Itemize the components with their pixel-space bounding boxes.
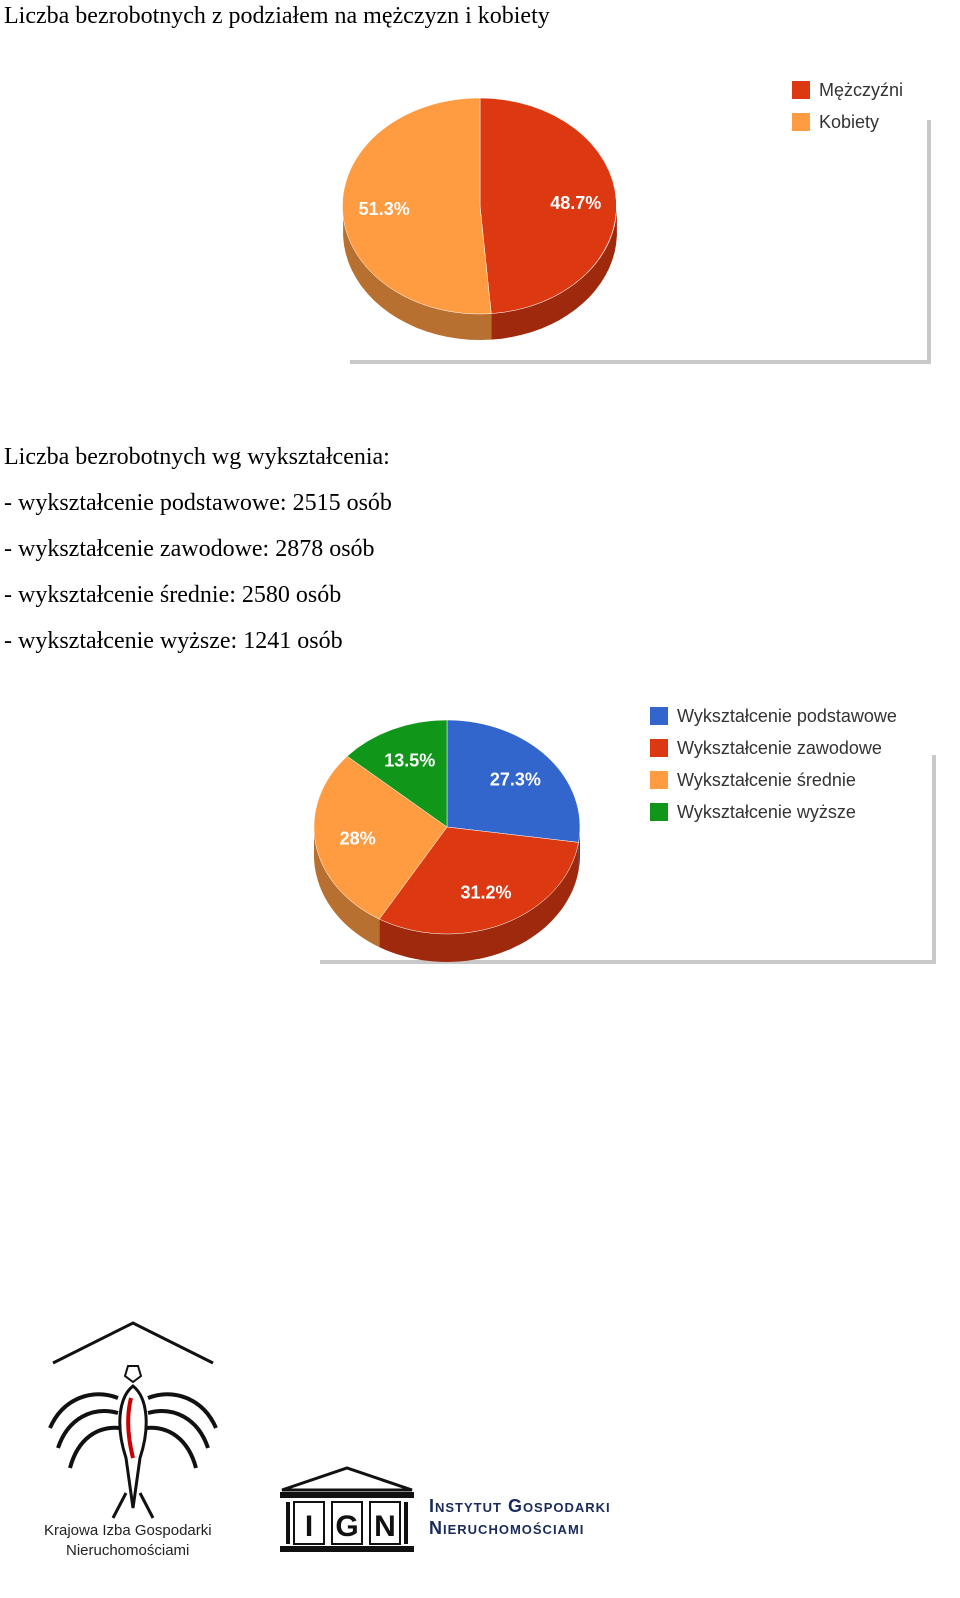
education-legend-item-0: [650, 700, 897, 732]
education-line-basic: - wykształcenie podstawowe: 2515 osób: [4, 490, 392, 516]
education-line-secondary: - wykształcenie średnie: 2580 osób: [4, 582, 342, 608]
education-legend-label-3: Wykształcenie wyższe: [677, 801, 856, 822]
education-legend-label-1: Wykształcenie zawodowe: [677, 737, 882, 758]
education-line-higher: - wykształcenie wyższe: 1241 osób: [4, 628, 343, 654]
education-legend-label-0: Wykształcenie podstawowe: [677, 705, 897, 726]
gender-slice-label-0: 48.7%: [550, 192, 602, 213]
education-slice-label-2: 28%: [339, 828, 376, 849]
gender-chart-heading: Liczba bezrobotnych z podziałem na mężczyzn i kobiety: [4, 3, 550, 29]
gender-chart-panel: [330, 60, 940, 380]
education-line-vocational: - wykształcenie zawodowe: 2878 osób: [4, 536, 375, 562]
education-list: [4, 480, 392, 664]
ign-logo: [272, 1462, 672, 1557]
education-chart-panel: [300, 695, 945, 980]
education-legend-swatch-1: [650, 739, 668, 757]
gender-legend-label-1: Kobiety: [819, 111, 880, 132]
education-legend-swatch-0: [650, 707, 668, 725]
eagle-emblem-icon: [38, 1318, 228, 1528]
education-legend-label-2: Wykształcenie średnie: [677, 769, 856, 790]
ign-letter-1: G: [335, 1510, 359, 1543]
ign-logo-line2: Nieruchomościami: [429, 1518, 585, 1538]
kign-logo-line1: Krajowa Izba Gospodarki: [44, 1522, 212, 1539]
ign-letter-0: I: [304, 1510, 314, 1543]
education-chart-legend: [650, 700, 897, 828]
ign-letter-2: N: [374, 1510, 396, 1543]
education-slice-label-3: 13.5%: [384, 750, 436, 771]
education-slice-label-0: 27.3%: [489, 769, 541, 790]
gender-legend-item-0: [792, 74, 903, 106]
education-legend-item-1: [650, 732, 897, 764]
gender-chart-legend: [792, 74, 903, 138]
gender-slice-label-1: 51.3%: [358, 199, 410, 220]
gender-legend-swatch-0: [792, 81, 810, 99]
education-legend-item-2: [650, 764, 897, 796]
gender-legend-label-0: Mężczyźni: [819, 79, 904, 100]
kign-logo-line2: Nieruchomościami: [66, 1542, 190, 1559]
gender-legend-swatch-1: [792, 113, 810, 131]
education-legend-swatch-2: [650, 771, 668, 789]
education-slice-label-1: 31.2%: [460, 882, 512, 903]
education-legend-swatch-3: [650, 803, 668, 821]
education-heading: Liczba bezrobotnych wg wykształcenia:: [4, 444, 390, 470]
gender-legend-item-1: [792, 106, 903, 138]
education-legend-item-3: [650, 796, 897, 828]
ign-building-icon: [272, 1462, 422, 1557]
kign-logo: [38, 1318, 228, 1568]
ign-logo-line1: Instytut Gospodarki: [429, 1496, 611, 1516]
